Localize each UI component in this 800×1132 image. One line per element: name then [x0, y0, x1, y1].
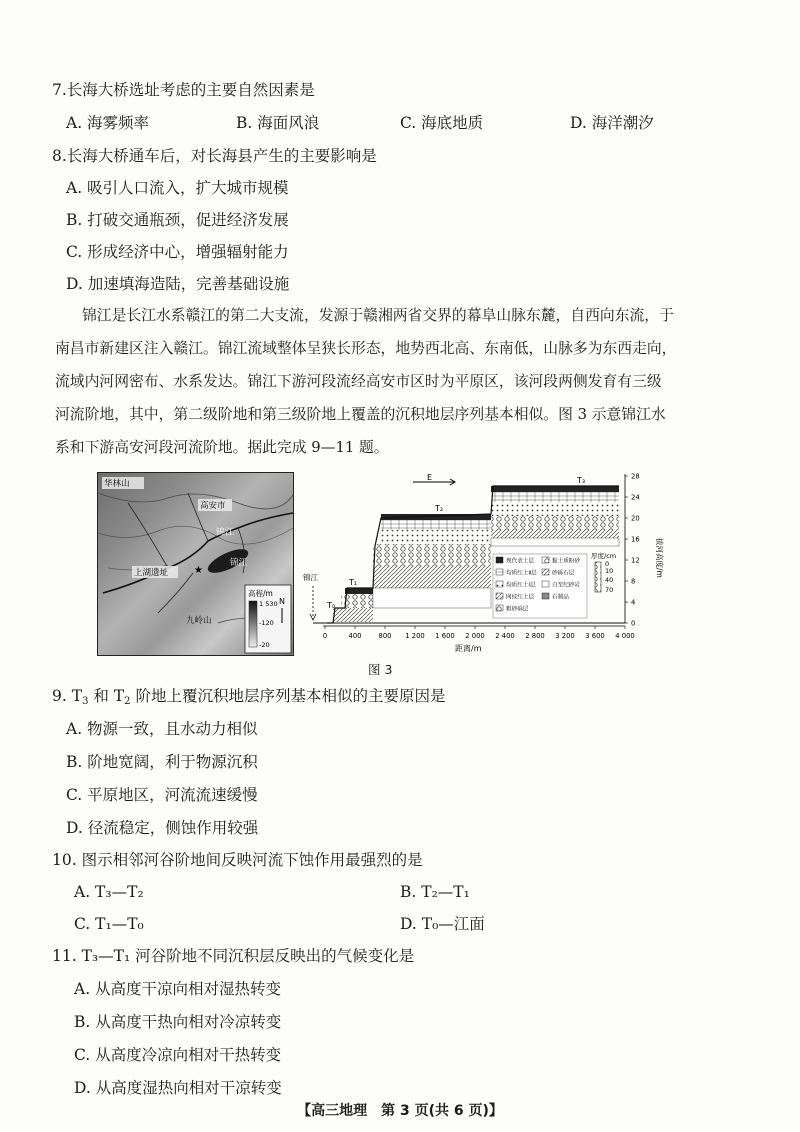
legend-swatch — [496, 569, 503, 575]
legend-label: 黏土质粉砂 — [552, 558, 580, 565]
q9-option-a[interactable]: A. 物源一致，且水动力相似 — [66, 720, 258, 738]
terrace-label-t0: T₀ — [327, 601, 336, 610]
q7-option-c[interactable]: C. 海底地质 — [400, 114, 484, 132]
question-8-stem: 8.长海大桥通车后，对长海县产生的主要影响是 — [52, 147, 377, 165]
x-tick-label: 3 200 — [555, 632, 575, 640]
q7-option-b[interactable]: B. 海面风浪 — [236, 114, 320, 132]
x-axis — [323, 626, 635, 653]
page-footer: 【高三地理 第 3 页(共 6 页)】 — [297, 1103, 503, 1119]
y-tick-label: 16 — [631, 535, 640, 544]
q8-option-c[interactable]: C. 形成经济中心，增强辐射能力 — [66, 243, 289, 261]
q10-option-c[interactable]: C. T₁—T₀ — [74, 915, 144, 933]
east-arrow-label: E — [427, 473, 433, 482]
y-tick-label: 28 — [631, 472, 640, 481]
y-tick-label: 12 — [631, 556, 640, 565]
x-tick-label: 1 600 — [435, 632, 455, 640]
q9-option-d[interactable]: D. 径流稳定，侧蚀作用较强 — [66, 819, 259, 837]
legend-label: 石制品 — [552, 594, 569, 601]
question-11-stem: 11. T₃—T₁ 河谷阶地不同沉积层反映出的气候变化是 — [52, 947, 415, 965]
q11-option-d[interactable]: D. 从高度湿热向相对干凉转变 — [74, 1079, 282, 1097]
figure-caption: 图 3 — [368, 662, 393, 677]
legend-swatch — [542, 593, 549, 599]
legend-swatch — [496, 557, 503, 563]
q8-option-d[interactable]: D. 加速填海造陆，完善基础设施 — [66, 275, 290, 293]
question-7-stem: 7.长海大桥选址考虑的主要自然因素是 — [52, 81, 315, 99]
east-arrow-icon — [413, 479, 455, 485]
question-10-stem: 10. 图示相邻河谷阶地间反映河流下蚀作用最强烈的是 — [52, 851, 423, 869]
legend-swatch — [542, 569, 549, 575]
y-tick-label: 4 — [631, 598, 636, 607]
legend-label: 均质红土Ⅰ层 — [506, 582, 536, 589]
map-label-mountain-n: 华林山 — [104, 479, 130, 489]
q9-option-b[interactable]: B. 阶地宽阔，利于物源沉积 — [66, 753, 258, 771]
svg-text:0: 0 — [605, 560, 610, 568]
q8-option-a[interactable]: A. 吸引人口流入，扩大城市规模 — [66, 179, 289, 197]
thickness-label: 厚度/cm — [591, 552, 617, 560]
x-axis-label: 距离/m — [455, 644, 482, 653]
legend-label: 现代表土层 — [506, 558, 534, 565]
site-star-icon: ★ — [194, 565, 203, 576]
passage-line-5: 系和下游高安河段河流阶地。据此完成 9—11 题。 — [55, 439, 389, 456]
q10-option-a[interactable]: A. T₃—T₂ — [74, 883, 144, 901]
q11-option-c[interactable]: C. 从高度冷凉向相对干热转变 — [74, 1046, 282, 1064]
question-9-stem: 9. T3 和 T2 阶地上覆沉积地层序列基本相似的主要原因是 — [52, 687, 446, 707]
x-tick-label: 2 800 — [525, 632, 545, 640]
map-legend-mid: -120 — [259, 619, 274, 627]
x-tick-label: 0 — [322, 632, 328, 640]
q11-option-a[interactable]: A. 从高度干凉向相对湿热转变 — [74, 980, 282, 998]
y-tick-label: 24 — [631, 493, 640, 502]
map-legend-high: 1 530 — [259, 600, 278, 608]
svg-text:70: 70 — [605, 586, 614, 594]
y-tick-label: 0 — [631, 619, 636, 628]
y-axis-label: 拔河高度/m — [655, 538, 664, 578]
passage-line-4: 河流阶地，其中，第二级阶地和第三级阶地上覆盖的沉积地层序列基本相似。图 3 示意锦江水 — [55, 406, 666, 423]
terrace-label-t2: T₂ — [435, 504, 444, 513]
y-tick-label: 20 — [631, 514, 640, 523]
x-tick-label: 400 — [348, 632, 362, 640]
x-tick-label: 800 — [378, 632, 392, 640]
passage-line-1: 锦江是长江水系赣江的第二大支流，发源于赣湘两省交界的幕阜山脉东麓，自西向东流，于 — [82, 307, 674, 324]
map-label-site: 上湖遗址 — [134, 568, 169, 578]
jinjiang-relief-map — [97, 472, 294, 656]
x-tick-label: 4 000 — [615, 632, 635, 640]
legend-label: 砂砾石层 — [552, 570, 575, 577]
map-legend-low: -20 — [259, 641, 270, 649]
terrace-profile-chart — [295, 468, 663, 654]
passage-line-3: 流域内河网密布、水系发达。锦江下游河段流经高安市区时为平原区，该河段两侧发育有三级 — [55, 373, 662, 390]
legend-label: 粗砂砾层 — [506, 606, 529, 613]
map-label-river: 锦江 — [216, 528, 235, 538]
legend-label: 网纹红土层 — [506, 594, 534, 601]
map-legend-title: 高程/m — [248, 589, 273, 598]
q10-option-d[interactable]: D. T₀—江面 — [400, 915, 485, 933]
q10-option-b[interactable]: B. T₂—T₁ — [400, 883, 470, 901]
svg-text:40: 40 — [605, 576, 614, 584]
x-tick-label: 2 000 — [465, 632, 485, 640]
north-arrow-icon: N — [279, 597, 285, 606]
legend-swatch — [496, 605, 503, 611]
x-tick-label: 2 400 — [495, 632, 515, 640]
x-tick-label: 1 200 — [405, 632, 425, 640]
q7-option-a[interactable]: A. 海雾频率 — [66, 114, 150, 132]
q7-option-d[interactable]: D. 海洋潮汐 — [570, 114, 654, 132]
legend-label: 白垩纪砂岩 — [552, 582, 580, 589]
map-label-mountain-s: 九岭山 — [186, 616, 212, 626]
legend-swatch — [542, 581, 549, 587]
svg-text:10: 10 — [605, 567, 614, 575]
y-axis — [625, 473, 665, 628]
map-label-city: 高安市 — [200, 501, 226, 511]
map-label-river-2: 锦江 — [230, 558, 248, 568]
legend-swatch — [496, 581, 503, 587]
elevation-gradient-bar — [249, 601, 257, 647]
thickness-scale — [591, 551, 616, 594]
q11-option-b[interactable]: B. 从高度干热向相对冷凉转变 — [74, 1013, 282, 1031]
legend-label: 均质红土Ⅱ层 — [506, 570, 537, 577]
passage-line-2: 南昌市新建区注入赣江。锦江流域整体呈狭长形态，地势西北高、东南低，山脉多为东西走向， — [55, 340, 677, 357]
y-tick-label: 8 — [631, 577, 636, 586]
figure-3 — [97, 468, 662, 654]
jinjiang-river-path — [103, 513, 293, 593]
map-svg — [98, 473, 293, 655]
terrace-label-t3: T₃ — [577, 476, 586, 485]
profile-river-label: 锦江 — [303, 573, 318, 582]
q8-option-b[interactable]: B. 打破交通瓶颈，促进经济发展 — [66, 211, 289, 229]
legend-swatch — [496, 593, 503, 599]
strata-legend — [493, 554, 587, 618]
legend-swatch — [542, 557, 549, 563]
x-tick-label: 3 600 — [585, 632, 605, 640]
terrace-label-t1: T₁ — [349, 578, 358, 587]
q9-option-c[interactable]: C. 平原地区，河流流速缓慢 — [66, 786, 258, 804]
